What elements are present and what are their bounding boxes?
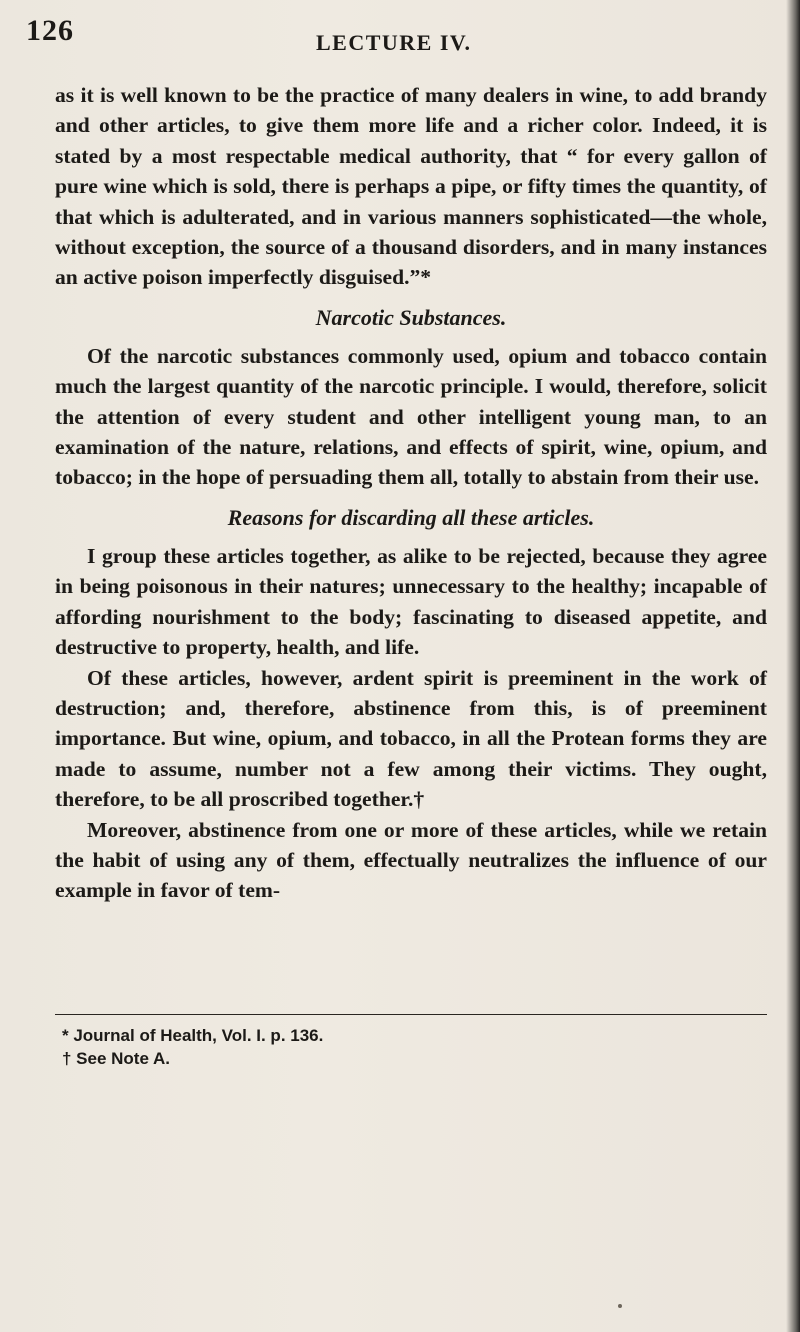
paragraph-narcotic: Of the narcotic substances commonly used, opium and tobacco contain much the largest quantity of the narcotic principle. I would, therefore, solicit the attention of every student and other intelligent young man, to an examination of the nature, relations, and effects of spirit, wine, opium, and tobacco; in the hope of persuading them all, totally to abstain from their use. (55, 343, 767, 490)
paragraph-group: I group these articles together, as alike to be rejected, because they agree in being poisonous in their natures; unnecessary to the healthy; incapable of affording nourishment to the body; fascinating to diseased appetite, and destructive to property, health, and life. (55, 543, 767, 660)
paper-speck (618, 1304, 622, 1308)
page-number: 126 (26, 14, 74, 47)
paragraph-continuation: as it is well known to be the practice of many dealers in wine, to add brandy and other articles, to give them more life and a richer color. Indeed, it is stated by a most respectable medical authority, that “ for every gallon of pure wine which is sold, there is perhaps a pipe, or fifty times the quantity, of that which is adulterated, and in various manners sophisticated—the whole, without exception, the source of a thousand disorders, and in many instances an active poison imperfectly disguised.”* (55, 83, 767, 290)
section-heading-narcotic: Narcotic Substances. (315, 304, 507, 330)
footnote-divider (55, 1014, 767, 1015)
footnote-journal: * Journal of Health, Vol. I. p. 136. (62, 1026, 324, 1045)
running-head (26, 14, 766, 54)
paragraph-preeminent: Of these articles, however, ardent spirit is preeminent in the work of destruction; and, therefore, abstinence from this, is of preeminent importance. But wine, opium, and tobacco, in all the Protean forms they are made to assume, number not a few among their victims. They ought, therefore, to be all proscribed together.† (55, 665, 767, 812)
footnote-note-a: † See Note A. (62, 1049, 171, 1068)
footnotes (62, 1024, 762, 1070)
main-text (55, 80, 767, 906)
section-heading-reasons: Reasons for discarding all these articles. (227, 504, 595, 530)
paragraph-moreover: Moreover, abstinence from one or more of these articles, while we retain the habit of using any of them, effectually neutralizes the influence of our example in favor of tem- (55, 817, 767, 903)
page-edge-shadow (786, 0, 800, 1332)
running-head-title: LECTURE IV. (316, 30, 472, 55)
